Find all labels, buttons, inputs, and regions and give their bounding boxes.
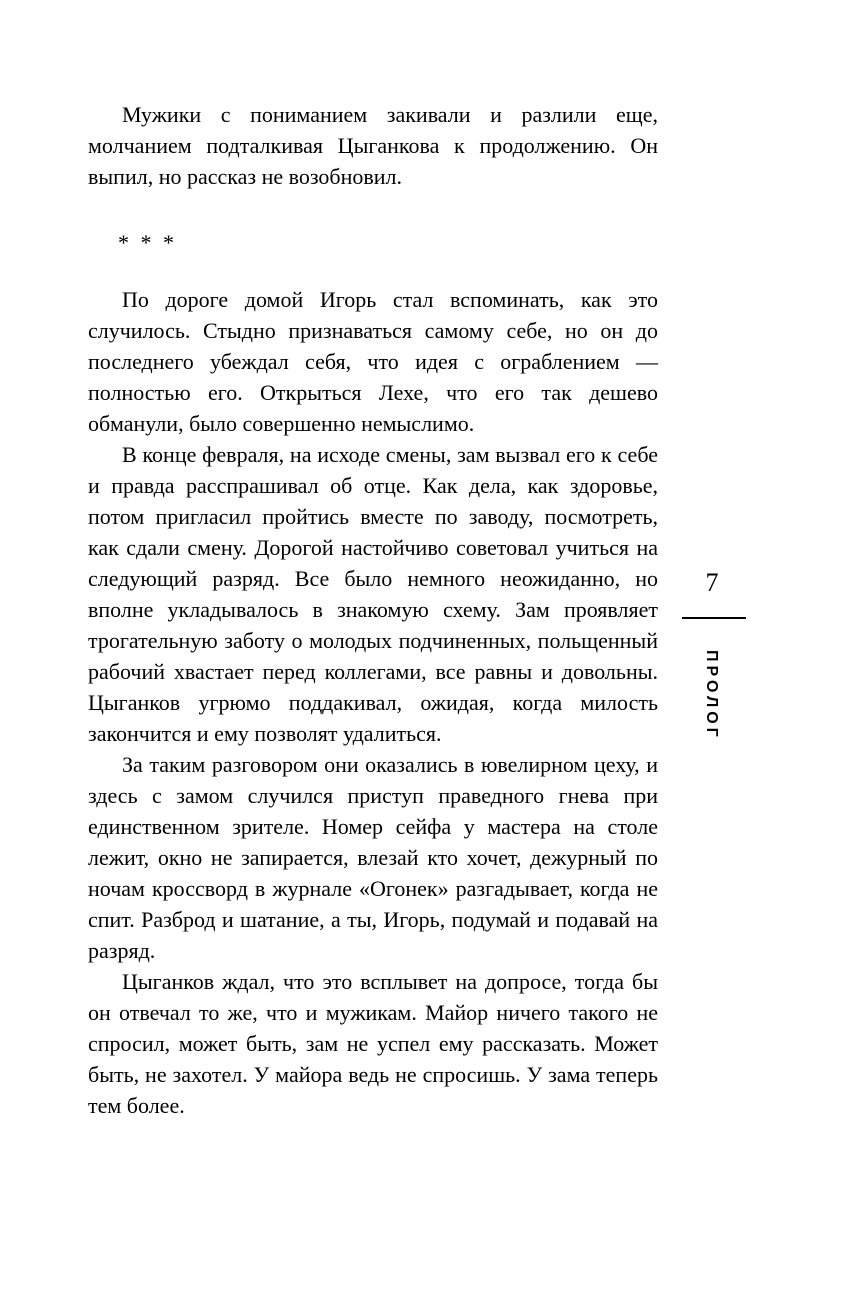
paragraph-1: Мужики с пониманием закивали и разлили еще, молчанием подталкивая Цыганкова к продолжению. Он выпил, но рассказ не возобновил. — [88, 102, 658, 189]
page-number: 7 — [705, 568, 719, 597]
paragraph-5: Цыганков ждал, что это всплывет на допросе, тогда бы он отвечал то же, что и мужикам. Майор ничего такого не спросил, может быть, зам не успел ему рассказать. Может быть, не захотел. У майора ведь не спросишь. У зама теперь тем более. — [88, 969, 658, 1118]
paragraph-3: В конце февраля, на исходе смены, зам вызвал его к себе и правда расспрашивал об отце. Как дела, как здоровье, потом пригласил пройтись вместе по заводу, посмотреть, как сдали смену. Дорогой настойчиво советовал учиться на следующий разряд. Все было немного неожиданно, но вполне укладывалось в знакомую схему. Зам проявляет трогательную заботу о молодых подчиненных, польщенный рабочий хвастает перед коллегами, все равны и довольны. Цыганков угрюмо поддакивал, ожидая, когда милость закончится и ему позволят удалиться. — [88, 442, 658, 746]
chapter-label-vertical: ПРОЛОГ — [703, 650, 720, 741]
paragraph-2: По дороге домой Игорь стал вспоминать, как это случилось. Стыдно признаваться самому себе, но он до последнего убеждал себя, что идея с ограблением — полностью его. Открыться Лехе, что его так дешево обманули, было совершенно немыслимо. — [88, 287, 658, 436]
body-text — [88, 99, 658, 1121]
section-separator: * * * — [118, 230, 177, 255]
margin-rule — [682, 617, 746, 619]
paragraph-4: За таким разговором они оказались в ювелирном цеху, и здесь с замом случился приступ праведного гнева при единственном зрителе. Номер сейфа у мастера на столе лежит, окно не запирается, влезай кто хочет, дежурный по ночам кроссворд в журнале «Огонек» разгадывает, когда не спит. Разброд и шатание, а ты, Игорь, подумай и подавай на разряд. — [88, 752, 658, 963]
